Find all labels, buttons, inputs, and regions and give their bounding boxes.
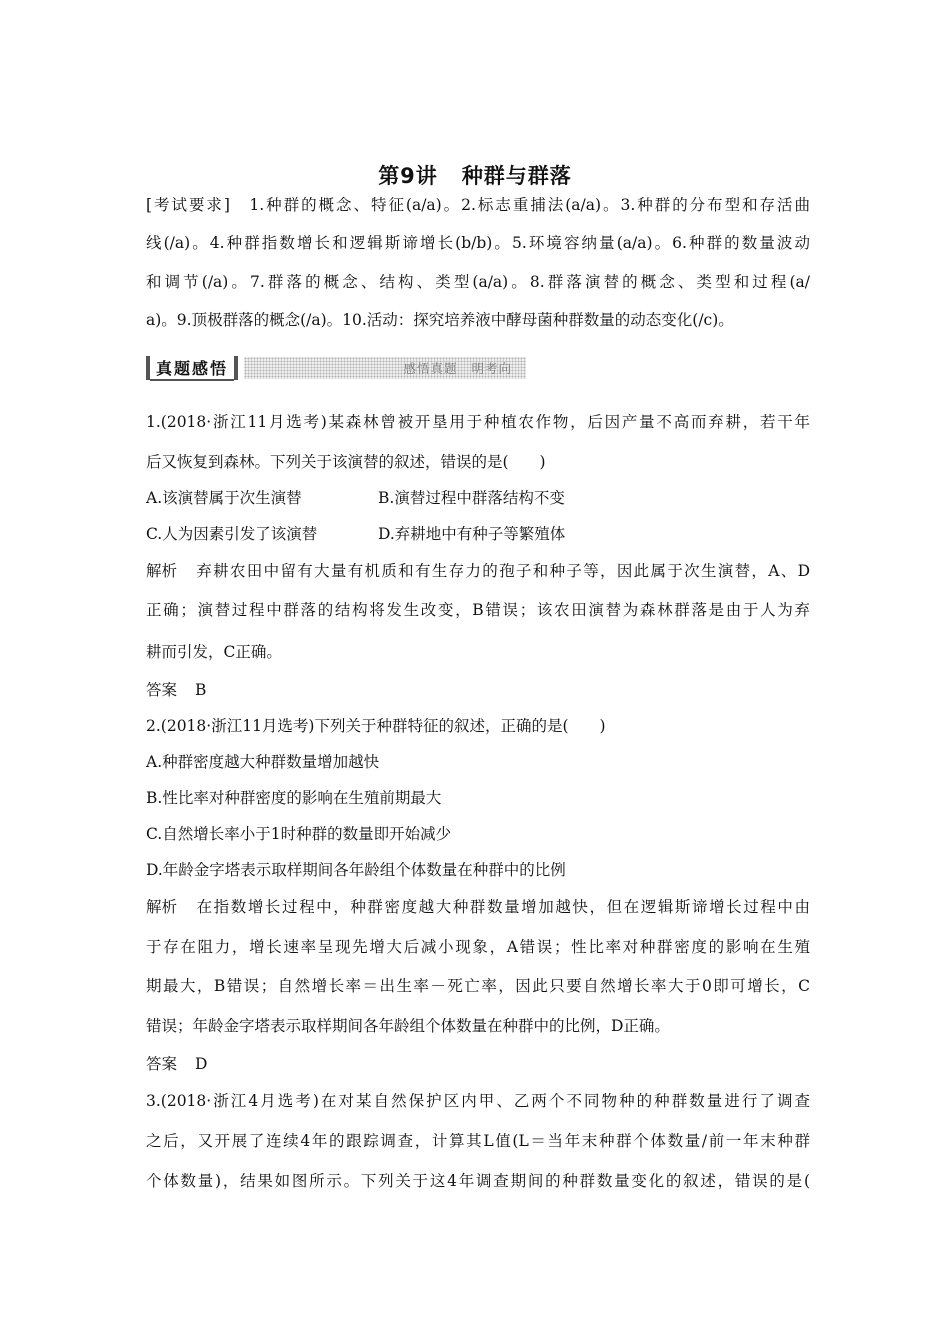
banner-label: 真题感悟: [150, 355, 234, 381]
question-2-analysis: 于存在阻力，增长速率呈现先增大后减小现象，A错误；性比率对种群密度的影响在生殖: [146, 938, 810, 956]
answer-label: 答案: [146, 1055, 178, 1073]
question-2-option: D.年龄金字塔表示取样期间各年龄组个体数量在种群中的比例: [146, 861, 566, 879]
question-1-options-row: [146, 488, 810, 508]
chapter-topic: 种群与群落: [461, 164, 572, 188]
question-3-stem: 之后，又开展了连续4年的跟踪调查，计算其L值(L＝当年末种群个体数量/前一年末种群: [146, 1132, 810, 1150]
answer-value: B: [195, 681, 207, 699]
question-2-option: B.性比率对种群密度的影响在生殖前期最大: [146, 789, 442, 807]
answer-label: 答案: [146, 681, 178, 699]
question-2-analysis: 期最大，B错误；自然增长率＝出生率－死亡率，因此只要自然增长率大于0即可增长，C: [146, 977, 810, 995]
question-1-analysis: 正确；演替过程中群落的结构将发生改变，B错误；该农田演替为森林群落是由于人为弃: [146, 601, 810, 619]
banner-subtitle: 感悟真题: [403, 361, 458, 376]
analysis-text: 弃耕农田中留有大量有机质和有生存力的孢子和种子等，因此属于次生演替，A、D: [195, 562, 810, 580]
question-2-option: A.种群密度越大种群数量增加越快: [146, 753, 380, 771]
banner-subtitle-bar: [244, 357, 526, 379]
option-a: A.该演替属于次生演替: [146, 489, 302, 507]
question-2-analysis: 错误；年龄金字塔表示取样期间各年龄组个体数量在种群中的比例，D正确。: [146, 1017, 670, 1035]
analysis-label: 解析: [146, 562, 178, 580]
question-1-answer: [146, 680, 810, 700]
analysis-text: 在指数增长过程中，种群密度越大种群数量增加越快，但在逻辑斯谛增长过程中由: [195, 898, 810, 916]
option-c: C.人为因素引发了该演替: [146, 525, 318, 543]
question-2-option: C.自然增长率小于1时种群的数量即开始减少: [146, 825, 452, 843]
option-d: D.弃耕地中有种子等繁殖体: [378, 525, 566, 543]
question-2-analysis: [146, 897, 810, 917]
question-1-analysis: 耕而引发，C正确。: [146, 643, 282, 661]
chapter-number: 第9讲: [378, 164, 438, 188]
banner-subtitle: 明考向: [471, 361, 512, 376]
question-1-analysis: [146, 561, 810, 581]
analysis-label: 解析: [146, 898, 178, 916]
page-title: [0, 160, 950, 190]
question-2-answer: [146, 1054, 810, 1074]
question-3-stem: 个体数量)，结果如图所示。下列关于这4年调查期间的种群数量变化的叙述，错误的是(: [146, 1172, 810, 1190]
question-1-stem: 后又恢复到森林。下列关于该演替的叙述，错误的是( ): [146, 453, 546, 471]
question-1-options-row: [146, 524, 810, 544]
banner-edge: [234, 356, 238, 380]
question-3-stem: 3.(2018·浙江4月选考)在对某自然保护区内甲、乙两个不同物种的种群数量进行了调查: [146, 1092, 810, 1110]
question-1-stem: 1.(2018·浙江11月选考)某森林曾被开垦用于种植农作物，后因产量不高而弃耕，若干年: [146, 413, 810, 431]
requirements-line: [考试要求] 1.种群的概念、特征(a/a)。2.标志重捕法(a/a)。3.种群的分布型和存活曲: [146, 196, 810, 214]
requirements-line: 线(/a)。4.种群指数增长和逻辑斯谛增长(b/b)。5.环境容纳量(a/a)。6.种群的数量波动: [146, 234, 810, 252]
requirements-line: 和调节(/a)。7.群落的概念、结构、类型(a/a)。8.群落演替的概念、类型和过程(a/: [146, 273, 810, 291]
question-2-stem: 2.(2018·浙江11月选考)下列关于种群特征的叙述，正确的是( ): [146, 717, 606, 735]
requirements-line: a)。9.顶极群落的概念(/a)。10.活动：探究培养液中酵母菌种群数量的动态变化(/c)。: [146, 311, 734, 329]
option-b: B.演替过程中群落结构不变: [378, 489, 565, 507]
answer-value: D: [195, 1055, 208, 1073]
section-banner: [146, 355, 526, 381]
